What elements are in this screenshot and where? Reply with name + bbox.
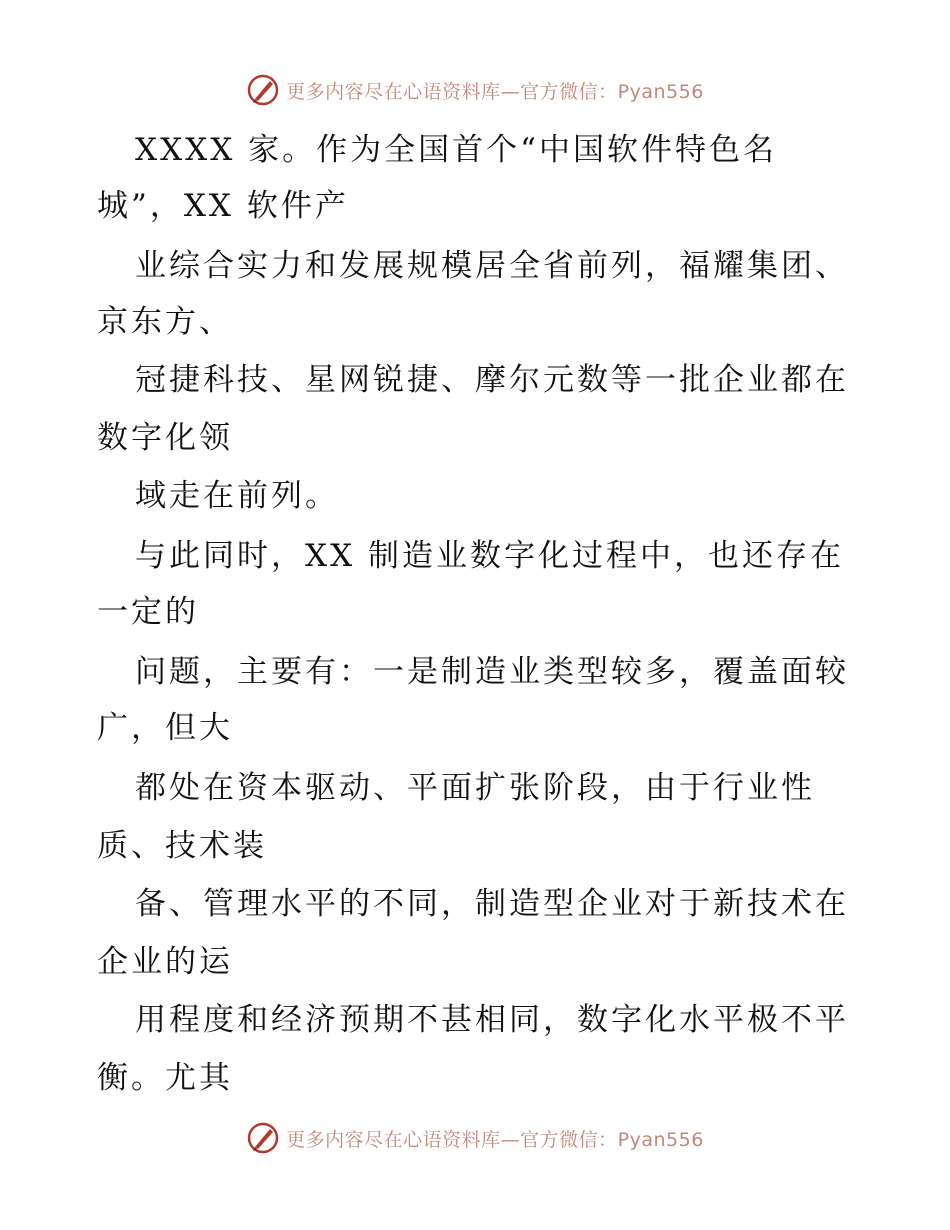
text-line: 城”，XX 软件产	[97, 188, 349, 224]
text-line: 广，但大	[97, 710, 233, 746]
text-line: 用程度和经济预期不甚相同，数字化水平极不平	[135, 1002, 849, 1038]
banner-text: 更多内容尽在心语资料库—官方微信：Pyan556	[286, 1128, 704, 1151]
header-banner	[0, 70, 950, 110]
text-line: 一定的	[97, 594, 199, 630]
quill-pen-logo-icon	[246, 73, 280, 107]
text-line: 备、管理水平的不同，制造型企业对于新技术在	[135, 886, 849, 922]
banner-text: 更多内容尽在心语资料库—官方微信：Pyan556	[286, 80, 704, 103]
text-line: 数字化领	[97, 420, 233, 456]
text-line: 企业的运	[97, 944, 233, 980]
quill-pen-logo-icon	[246, 1121, 280, 1155]
text-line: 与此同时，XX 制造业数字化过程中，也还存在	[135, 538, 844, 574]
text-line: 衡。尤其	[97, 1060, 233, 1096]
text-line: XXXX 家。作为全国首个“中国软件特色名	[135, 132, 777, 168]
text-line: 业综合实力和发展规模居全省前列，福耀集团、	[135, 248, 849, 284]
footer-banner	[0, 1118, 950, 1158]
text-line: 域走在前列。	[135, 478, 339, 514]
text-line: 冠捷科技、星网锐捷、摩尔元数等一批企业都在	[135, 362, 849, 398]
text-line: 京东方、	[97, 304, 233, 340]
text-line: 问题，主要有：一是制造业类型较多，覆盖面较	[135, 654, 849, 690]
text-line: 质、技术装	[97, 828, 267, 864]
text-line: 都处在资本驱动、平面扩张阶段，由于行业性	[135, 770, 815, 806]
